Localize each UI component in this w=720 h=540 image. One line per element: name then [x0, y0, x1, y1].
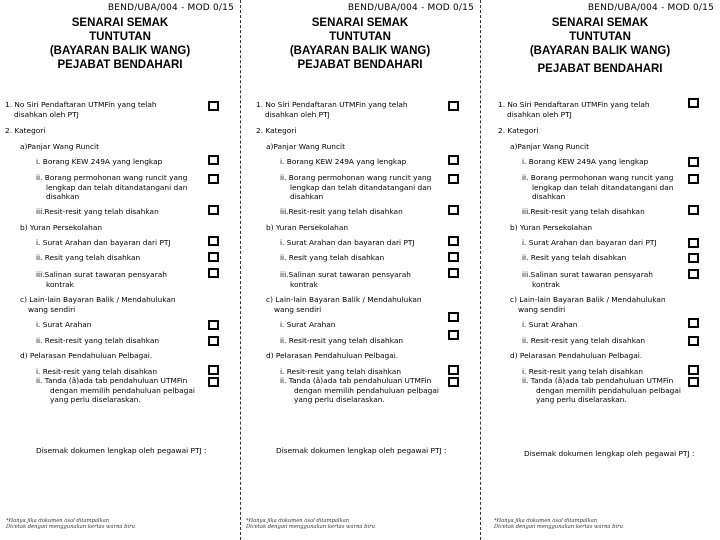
category-c-heading [266, 295, 422, 314]
q2-label: 2. Kategori [498, 126, 539, 135]
item-a-ii [280, 173, 431, 202]
c-head-line-2: wang sendiri [518, 304, 566, 314]
checkbox-b-i[interactable] [208, 236, 219, 246]
checkbox-b-ii[interactable] [208, 252, 219, 262]
checked-by-label: Disemak dokumen lengkap oleh pegawai PTJ : [36, 446, 207, 455]
checklist-panel-2 [240, 0, 480, 540]
item-d-ii [36, 376, 195, 405]
item-b-iii [522, 270, 653, 289]
category-d-heading: d) Pelarasan Pendahuluan Pelbagai. [20, 351, 153, 360]
checkbox-b-iii[interactable] [208, 268, 219, 278]
b-iii-line-1: iii.Salinan surat tawaran pensyarah [280, 270, 411, 279]
checkbox-a-ii[interactable] [688, 174, 699, 184]
title-line-2: TUNTUTAN [89, 31, 151, 43]
checkbox-a-ii[interactable] [448, 174, 459, 184]
title-line-2: TUNTUTAN [329, 31, 391, 43]
d-ii-line-2: dengan memilih pendahuluan pelbagai [536, 385, 681, 395]
checkbox-c-ii[interactable] [208, 336, 219, 346]
title-line-2: TUNTUTAN [569, 31, 631, 43]
category-b-heading: b) Yuran Persekolahan [20, 223, 103, 232]
item-c-ii: ii. Resit-resit yang telah disahkan [522, 336, 646, 345]
a-ii-line-1: ii. Borang permohonan wang runcit yang [280, 173, 432, 182]
category-c-heading [510, 295, 666, 314]
checkbox-b-iii[interactable] [688, 269, 699, 279]
form-title [20, 16, 220, 72]
item-a-iii: iii.Resit-resit yang telah disahkan [280, 207, 403, 216]
item-b-iii [280, 270, 411, 289]
title-line-1: SENARAI SEMAK [551, 17, 649, 29]
q1-line-2: disahkan oleh PTJ [265, 109, 330, 119]
c-head-line-1: c) Lain-lain Bayaran Balik / Mendahulukan [510, 295, 666, 304]
item-a-ii [522, 173, 673, 202]
footnote [6, 518, 135, 530]
d-ii-line-1: ii. Tanda (â)ada tab pendahuluan UTMFin [522, 376, 674, 385]
checked-by-label: Disemak dokumen lengkap oleh pegawai PTJ : [524, 449, 695, 458]
title-line-4: PEJABAT BENDAHARI [57, 59, 183, 71]
item-a-i: i. Borang KEW 249A yang lengkap [280, 157, 407, 166]
category-a-heading: a)Panjar Wang Runcit [20, 142, 99, 151]
checkbox-a-i[interactable] [208, 155, 219, 165]
d-ii-line-1: ii. Tanda (â)ada tab pendahuluan UTMFin [280, 376, 432, 385]
form-reference: BEND/UBA/004 - MOD 0/15 [107, 3, 234, 13]
checkbox-a-ii[interactable] [208, 174, 219, 184]
checkbox-c-i[interactable] [208, 320, 219, 330]
category-d-heading: d) Pelarasan Pendahuluan Pelbagai. [510, 351, 643, 360]
a-ii-line-3: disahkan [532, 192, 566, 201]
title-line-1: SENARAI SEMAK [311, 17, 409, 29]
footnote [494, 518, 623, 530]
item-a-i: i. Borang KEW 249A yang lengkap [522, 157, 649, 166]
checkbox-a-i[interactable] [688, 157, 699, 167]
q1-label [498, 100, 650, 119]
category-c-heading [20, 295, 176, 314]
item-b-ii: ii. Resit yang telah disahkan [280, 253, 385, 262]
b-iii-line-2: kontrak [46, 279, 74, 289]
checkbox-b-iii[interactable] [448, 268, 459, 278]
checkbox-c-i[interactable] [688, 318, 699, 328]
q1-line-1: 1. No Siri Pendaftaran UTMFin yang telah [498, 100, 650, 109]
checked-by-label: Disemak dokumen lengkap oleh pegawai PTJ : [276, 446, 447, 455]
d-ii-line-3: yang perlu diselaraskan. [294, 395, 385, 404]
title-line-4: PEJABAT BENDAHARI [537, 63, 663, 75]
title-line-3: (BAYARAN BALIK WANG) [49, 45, 191, 57]
checkbox-a-i[interactable] [448, 155, 459, 165]
checkbox-c-i[interactable] [448, 312, 459, 322]
checkbox-q1[interactable] [448, 101, 459, 111]
checkbox-a-iii[interactable] [208, 205, 219, 215]
checkbox-d-i[interactable] [688, 365, 699, 375]
item-b-i: i. Surat Arahan dan bayaran dari PTJ [280, 238, 415, 247]
c-head-line-1: c) Lain-lain Bayaran Balik / Mendahulukan [20, 295, 176, 304]
d-ii-line-2: dengan memilih pendahuluan pelbagai [50, 385, 195, 395]
checkbox-a-iii[interactable] [448, 205, 459, 215]
checkbox-d-ii[interactable] [208, 377, 219, 387]
item-d-i: i. Resit-resit yang telah disahkan [36, 367, 158, 376]
item-c-ii: ii. Resit-resit yang telah disahkan [36, 336, 160, 345]
item-b-ii: ii. Resit yang telah disahkan [36, 253, 141, 262]
checkbox-d-ii[interactable] [688, 377, 699, 387]
form-title [500, 16, 700, 76]
b-iii-line-1: iii.Salinan surat tawaran pensyarah [36, 270, 167, 279]
q1-label [256, 100, 408, 119]
q1-line-1: 1. No Siri Pendaftaran UTMFin yang telah [5, 100, 157, 109]
item-b-i: i. Surat Arahan dan bayaran dari PTJ [36, 238, 171, 247]
footnote-line-1: *Hanya jika dokumen asal ditampalkan [246, 518, 350, 524]
checkbox-d-ii[interactable] [448, 377, 459, 387]
item-b-iii [36, 270, 167, 289]
category-b-heading: b) Yuran Persekolahan [266, 223, 349, 232]
q1-line-2: disahkan oleh PTJ [14, 109, 79, 119]
footnote-line-1: *Hanya jika dokumen asal ditampalkan [6, 518, 110, 524]
title-line-3: (BAYARAN BALIK WANG) [529, 45, 671, 57]
checklist-panel-3 [480, 0, 720, 540]
item-b-i: i. Surat Arahan dan bayaran dari PTJ [522, 238, 657, 247]
checkbox-b-i[interactable] [448, 236, 459, 246]
c-head-line-1: c) Lain-lain Bayaran Balik / Mendahulukan [266, 295, 422, 304]
checkbox-d-i[interactable] [208, 365, 219, 375]
checkbox-c-ii[interactable] [688, 336, 699, 346]
q1-line-1: 1. No Siri Pendaftaran UTMFin yang telah [256, 100, 408, 109]
d-ii-line-2: dengan memilih pendahuluan pelbagai [294, 385, 439, 395]
checkbox-c-ii[interactable] [448, 330, 459, 340]
checkbox-d-i[interactable] [448, 365, 459, 375]
footnote-line-2: Dicetak dengan menggunakan kertas warna biru [246, 524, 375, 530]
a-ii-line-2: lengkap dan telah ditandatangani dan [290, 182, 432, 192]
d-ii-line-1: ii. Tanda (â)ada tab pendahuluan UTMFin [36, 376, 188, 385]
item-d-i: i. Resit-resit yang telah disahkan [280, 367, 402, 376]
a-ii-line-2: lengkap dan telah ditandatangani dan [46, 182, 188, 192]
item-c-i: i. Surat Arahan [36, 320, 92, 329]
category-b-heading: b) Yuran Persekolahan [510, 223, 593, 232]
item-d-i: i. Resit-resit yang telah disahkan [522, 367, 644, 376]
form-title [260, 16, 460, 72]
a-ii-line-2: lengkap dan telah ditandatangani dan [532, 182, 674, 192]
d-ii-line-3: yang perlu diselaraskan. [50, 395, 141, 404]
footnote-line-2: Dicetak dengan menggunakan kertas warna biru [6, 524, 135, 530]
a-ii-line-3: disahkan [46, 192, 80, 201]
title-line-3: (BAYARAN BALIK WANG) [289, 45, 431, 57]
checklist-panel-1 [0, 0, 240, 540]
checkbox-a-iii[interactable] [688, 205, 699, 215]
item-a-iii: iii.Resit-resit yang telah disahkan [36, 207, 159, 216]
item-a-ii [36, 173, 187, 202]
category-a-heading: a)Panjar Wang Runcit [266, 142, 345, 151]
checkbox-b-ii[interactable] [448, 252, 459, 262]
a-ii-line-1: ii. Borang permohonan wang runcit yang [522, 173, 674, 182]
a-ii-line-3: disahkan [290, 192, 324, 201]
category-d-heading: d) Pelarasan Pendahuluan Pelbagai. [266, 351, 399, 360]
item-a-i: i. Borang KEW 249A yang lengkap [36, 157, 163, 166]
item-b-ii: ii. Resit yang telah disahkan [522, 253, 627, 262]
footnote [246, 518, 375, 530]
c-head-line-2: wang sendiri [28, 304, 76, 314]
checkbox-b-i[interactable] [688, 238, 699, 248]
form-reference: BEND/UBA/004 - MOD 0/15 [347, 3, 474, 13]
checkbox-q1[interactable] [208, 101, 219, 111]
item-a-iii: iii.Resit-resit yang telah disahkan [522, 207, 645, 216]
q1-line-2: disahkan oleh PTJ [507, 109, 572, 119]
d-ii-line-3: yang perlu diselaraskan. [536, 395, 627, 404]
c-head-line-2: wang sendiri [274, 304, 322, 314]
q1-label [5, 100, 157, 119]
b-iii-line-2: kontrak [290, 279, 318, 289]
item-d-ii [280, 376, 439, 405]
q2-label: 2. Kategori [256, 126, 297, 135]
item-d-ii [522, 376, 681, 405]
a-ii-line-1: ii. Borang permohonan wang runcit yang [36, 173, 188, 182]
item-c-i: i. Surat Arahan [522, 320, 578, 329]
footnote-line-2: Dicetak dengan menggunakan kertas warna biru [494, 524, 623, 530]
checkbox-b-ii[interactable] [688, 253, 699, 263]
checkbox-q1[interactable] [688, 98, 699, 108]
title-line-4: PEJABAT BENDAHARI [297, 59, 423, 71]
q2-label: 2. Kategori [5, 126, 46, 135]
item-c-ii: ii. Resit-resit yang telah disahkan [280, 336, 404, 345]
category-a-heading: a)Panjar Wang Runcit [510, 142, 589, 151]
title-line-1: SENARAI SEMAK [71, 17, 169, 29]
b-iii-line-1: iii.Salinan surat tawaran pensyarah [522, 270, 653, 279]
b-iii-line-2: kontrak [532, 279, 560, 289]
item-c-i: i. Surat Arahan [280, 320, 336, 329]
form-reference: BEND/UBA/004 - MOD 0/15 [587, 3, 714, 13]
footnote-line-1: *Hanya jika dokumen asal ditampalkan [494, 518, 598, 524]
